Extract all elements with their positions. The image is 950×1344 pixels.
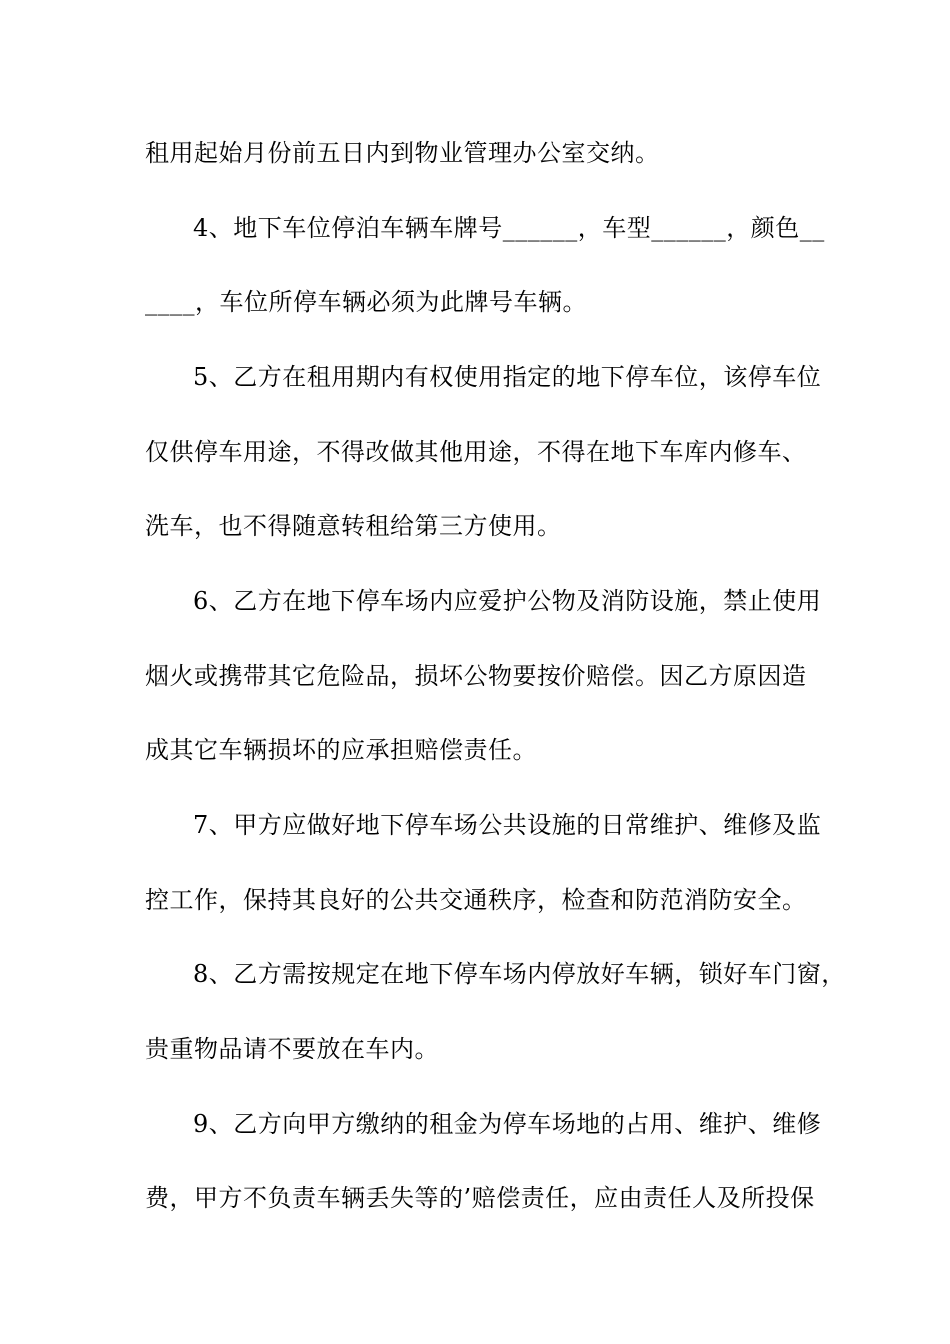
clause-8-line-1: 8、乙方需按规定在地下停车场内停放好车辆，锁好车门窗， xyxy=(193,960,846,988)
clause-8-line-2: 贵重物品请不要放在车内。 xyxy=(145,1035,439,1063)
clause-7-line-2: 控工作，保持其良好的公共交通秩序，检查和防范消防安全。 xyxy=(145,886,807,914)
clause-7-line-1: 7、甲方应做好地下停车场公共设施的日常维护、维修及监 xyxy=(193,811,822,839)
clause-6-line-1: 6、乙方在地下停车场内应爱护公物及消防设施，禁止使用 xyxy=(193,587,822,615)
clause-9-line-1: 9、乙方向甲方缴纳的租金为停车场地的占用、维护、维修 xyxy=(193,1110,822,1138)
clause-4-line-1: 4、地下车位停泊车辆车牌号______，车型______，颜色__ xyxy=(193,214,825,242)
clause-9-line-2: 费，甲方不负责车辆丢失等的’赔偿责任，应由责任人及所投保 xyxy=(145,1184,815,1212)
clause-6-line-3: 成其它车辆损坏的应承担赔偿责任。 xyxy=(145,736,537,764)
clause-5-line-2: 仅供停车用途，不得改做其他用途，不得在地下车库内修车、 xyxy=(145,438,807,466)
clause-5-line-1: 5、乙方在租用期内有权使用指定的地下停车位，该停车位 xyxy=(193,363,822,391)
clause-6-line-2: 烟火或携带其它危险品，损坏公物要按价赔偿。因乙方原因造 xyxy=(145,662,807,690)
clause-5-line-3: 洗车，也不得随意转租给第三方使用。 xyxy=(145,512,562,540)
clause-4-line-2: ____，车位所停车辆必须为此牌号车辆。 xyxy=(145,288,587,316)
text-line: 租用起始月份前五日内到物业管理办公室交纳。 xyxy=(145,139,660,167)
